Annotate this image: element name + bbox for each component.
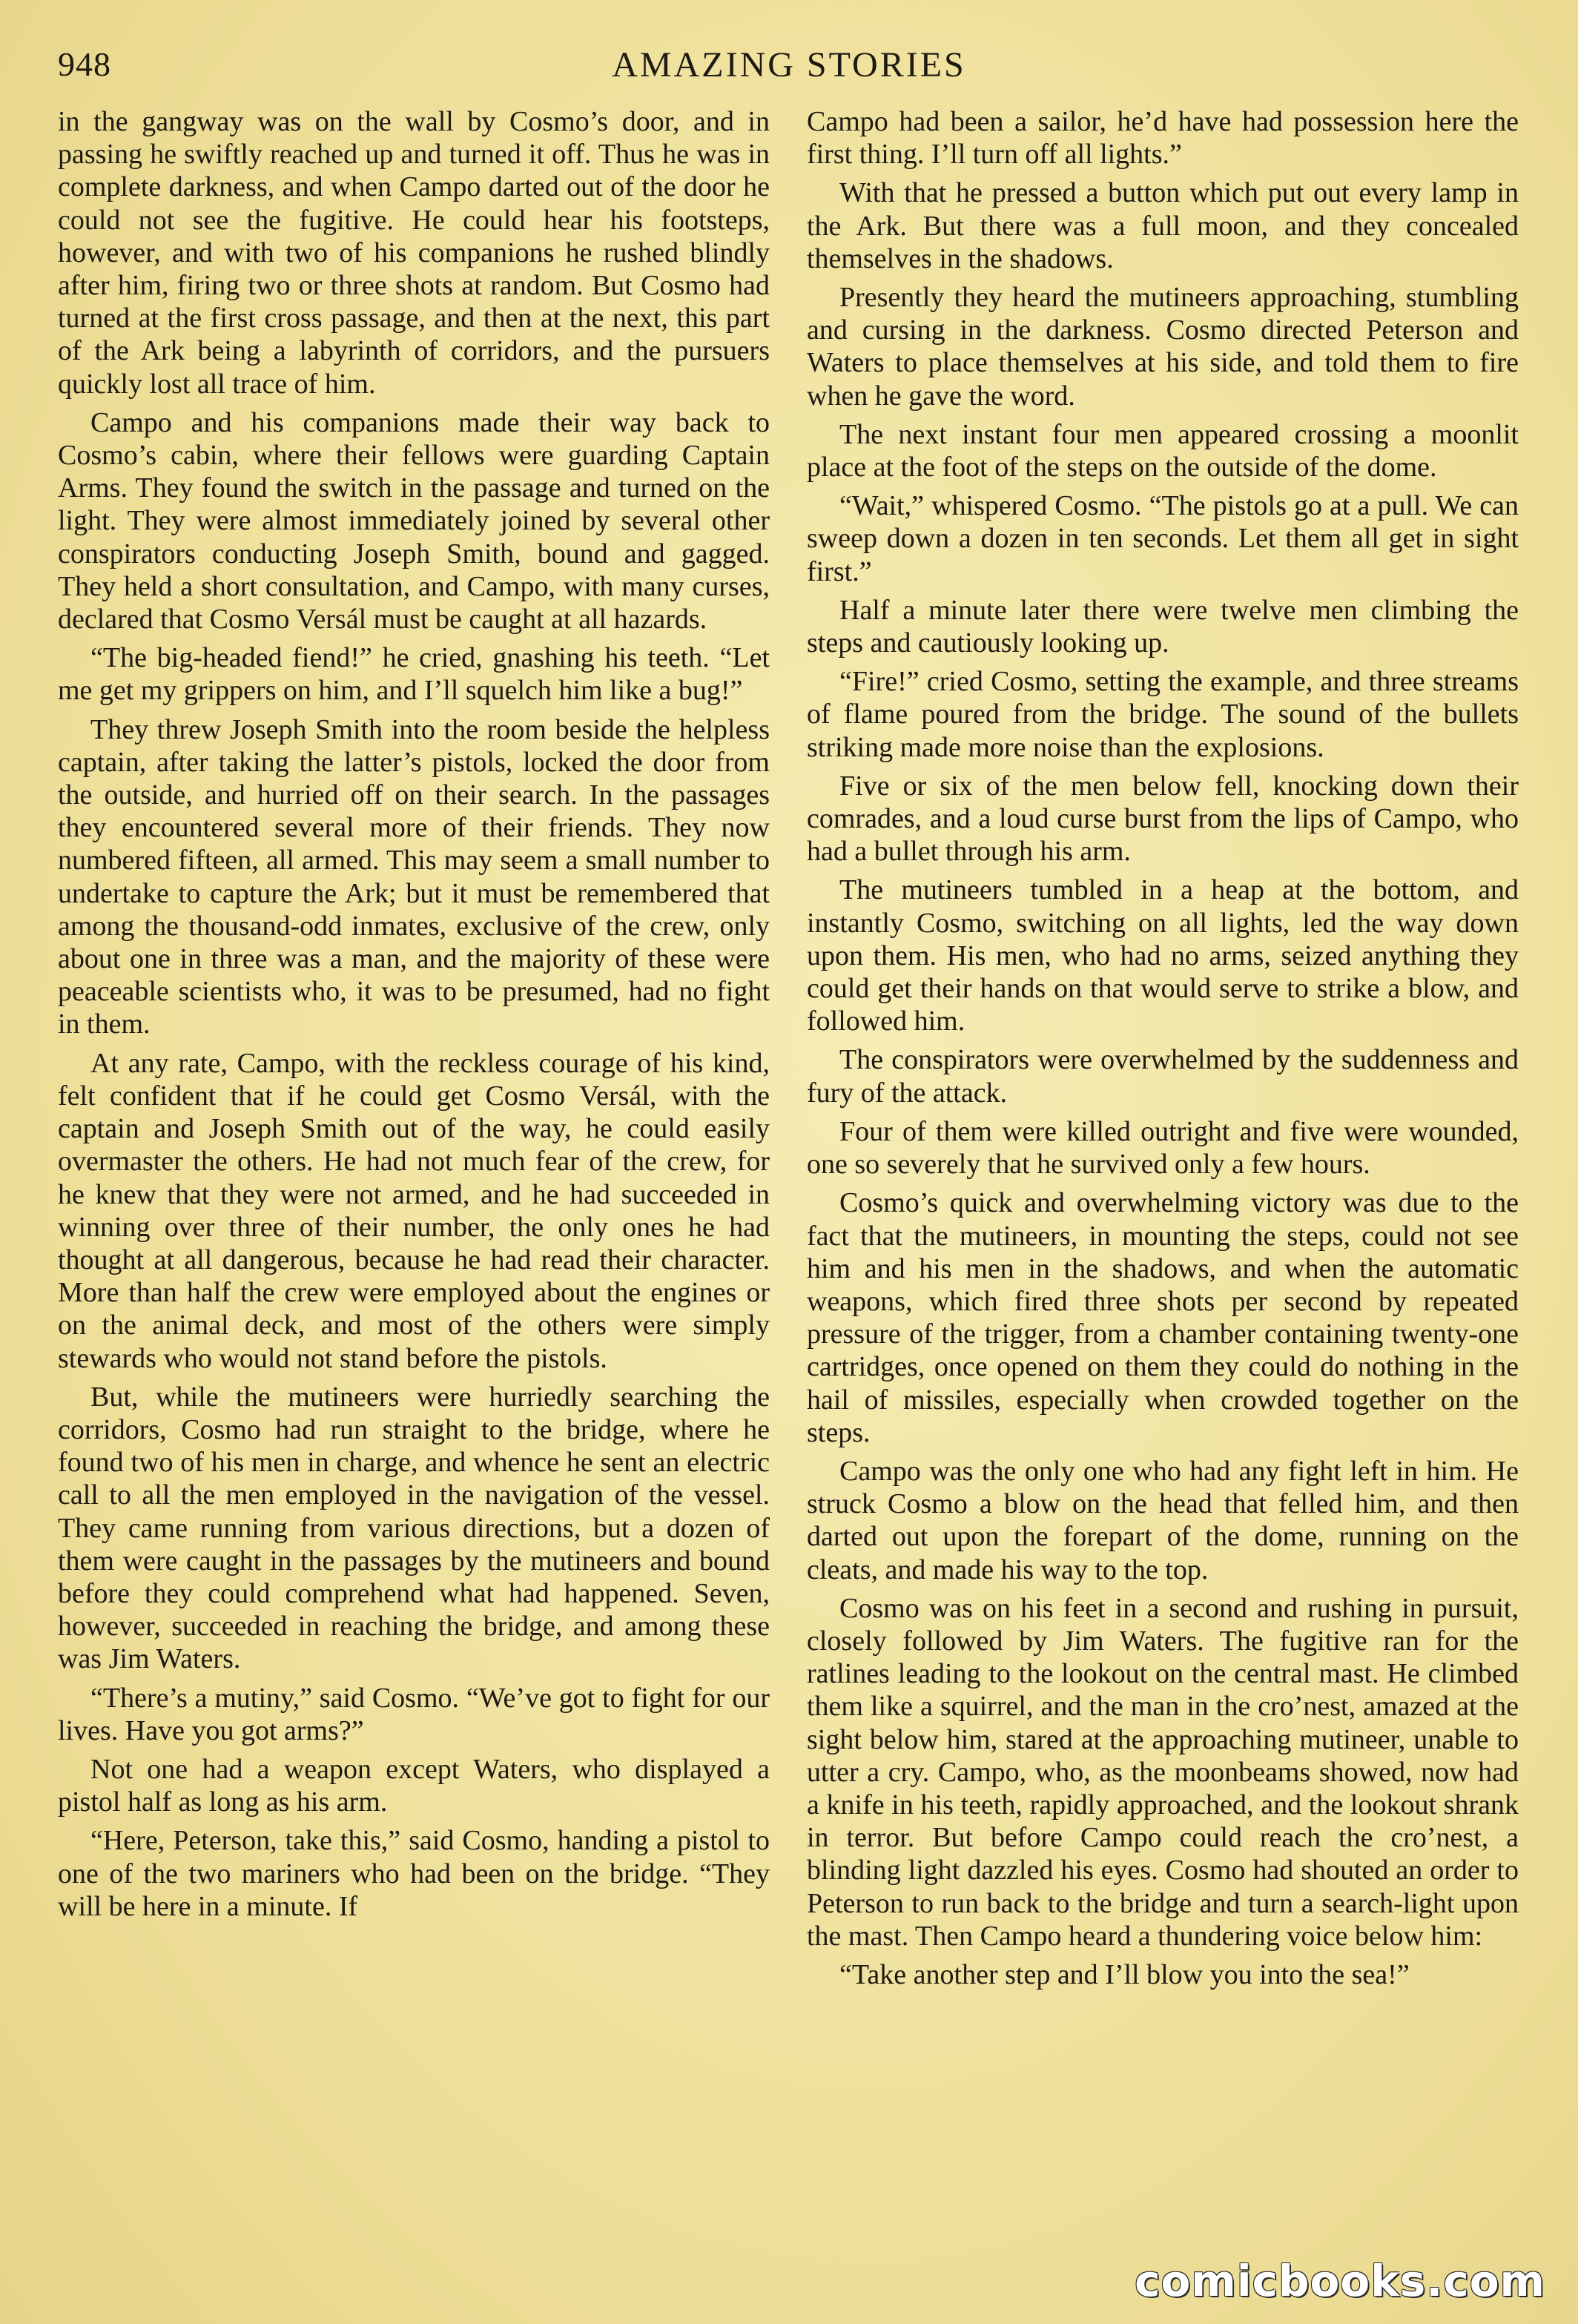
paragraph: “The big-headed fiend!” he cried, gnashing his teeth. “Let me get my grippers on him, and I’ll squelch him like a bug!” <box>58 642 770 707</box>
paragraph: “There’s a mutiny,” said Cosmo. “We’ve got to fight for our lives. Have you got arms?” <box>58 1682 770 1746</box>
paragraph: But, while the mutineers were hurriedly searching the corridors, Cosmo had run straight to the bridge, where he found two of his men in charge, and whence he sent an electric call to all the men employed in the navigation of the vessel. They came running from various directions, but a dozen of them were caught in the passages by the mutineers and bound before they could comprehend what had happened. Seven, however, succeeded in reaching the bridge, and among these was Jim Waters. <box>58 1381 770 1675</box>
paragraph: The conspirators were overwhelmed by the suddenness and fury of the attack. <box>807 1044 1519 1109</box>
paragraph: “Wait,” whispered Cosmo. “The pistols go at a pull. We can sweep down a dozen in ten seconds. Let them all get in sight first.” <box>807 490 1519 587</box>
paragraph: They threw Joseph Smith into the room beside the helpless captain, after taking the latter’s pistols, locked the door from the outside, and hurried off on their search. In the passages they encountered several more of their friends. They now numbered fifteen, all armed. This may seem a small number to undertake to capture the Ark; but it must be remembered that among the thousand-odd inmates, exclusive of the crew, only about one in three was a man, and the majority of these were peaceable scientists who, it was to be presumed, had no fight in them. <box>58 713 770 1040</box>
right-column <box>807 105 1519 1997</box>
paragraph: Four of them were killed outright and five were wounded, one so severely that he survived only a few hours. <box>807 1115 1519 1181</box>
paragraph: Campo was the only one who had any fight left in him. He struck Cosmo a blow on the head that felled him, and then darted out upon the forepart of the dome, running on the cleats, and made his way to the top. <box>807 1455 1519 1585</box>
paragraph: in the gangway was on the wall by Cosmo’s door, and in passing he swiftly reached up and turned it off. Thus he was in complete darkness, and when Campo darted out of the door he could not see the fugitive. He could hear his footsteps, however, and with two of his companions he rushed blindly after him, firing two or three shots at random. But Cosmo had turned at the first cross passage, and then at the next, this part of the Ark being a labyrinth of corridors, and the pursuers quickly lost all trace of him. <box>58 106 770 400</box>
paragraph: Campo had been a sailor, he’d have had possession here the first thing. I’ll turn off all lights.” <box>807 106 1519 171</box>
paragraph: Presently they heard the mutineers approaching, stumbling and cursing in the darkness. Cosmo directed Peterson and Waters to place themselves at his side, and told them to fire when he gave the word. <box>807 282 1519 412</box>
paragraph: The next instant four men appeared crossing a moonlit place at the foot of the steps on the outside of the dome. <box>807 418 1519 483</box>
paragraph: “Here, Peterson, take this,” said Cosmo, handing a pistol to one of the two mariners who had been on the bridge. “They will be here in a minute. If <box>58 1825 770 1922</box>
paragraph: At any rate, Campo, with the reckless courage of his kind, felt confident that if he could get Cosmo Versál, with the captain and Joseph Smith out of the way, he could easily overmaster the others. He had not much fear of the crew, for he knew that they were not armed, and he had succeeded in winning over three of their number, the only ones he had thought at all dangerous, because he had read their character. More than half the crew were employed about the engines or on the animal deck, and most of the others were simply stewards who would not stand before the pistols. <box>58 1047 770 1374</box>
paragraph: With that he pressed a button which put out every lamp in the Ark. But there was a full moon, and they concealed themselves in the shadows. <box>807 177 1519 274</box>
paragraph: The mutineers tumbled in a heap at the bottom, and instantly Cosmo, switching on all lights, led the way down upon them. His men, who had no arms, seized anything they could get their hands on that would serve to strike a blow, and followed him. <box>807 874 1519 1037</box>
paragraph: Not one had a weapon except Waters, who displayed a pistol half as long as his arm. <box>58 1753 770 1818</box>
paragraph: Half a minute later there were twelve men climbing the steps and cautiously looking up. <box>807 594 1519 659</box>
page-number: 948 <box>58 45 111 83</box>
paragraph: Five or six of the men below fell, knocking down their comrades, and a loud curse burst from the lips of Campo, who had a bullet through his arm. <box>807 770 1519 868</box>
paragraph: “Fire!” cried Cosmo, setting the example, and three streams of flame poured from the bridge. The sound of the bullets striking made more noise than the explosions. <box>807 666 1519 763</box>
left-column <box>58 105 770 1929</box>
paragraph: Cosmo’s quick and overwhelming victory was due to the fact that the mutineers, in mounting the steps, could not see him and his men in the shadows, and when the automatic weapons, which fired three shots per second by repeated pressure of the trigger, from a chamber containing twenty-one cartridges, once opened on them they could do nothing in the hail of missiles, especially when crowded together on the steps. <box>807 1187 1519 1448</box>
paragraph: Campo and his companions made their way back to Cosmo’s cabin, where their fellows were guarding Captain Arms. They found the switch in the passage and turned on the light. They were almost immediately joined by several other conspirators conducting Joseph Smith, bound and gagged. They held a short consultation, and Campo, with many curses, declared that Cosmo Versál must be caught at all hazards. <box>58 406 770 636</box>
watermark: comicbooks.com <box>1135 2256 1545 2306</box>
paragraph: Cosmo was on his feet in a second and rushing in pursuit, closely followed by Jim Waters. The fugitive ran for the ratlines leading to the lookout on the central mast. He climbed them like a squirrel, and the man in the cro’nest, amazed at the sight below him, stared at the approaching mutineer, unable to utter a cry. Campo, who, as the moonbeams showed, now had a knife in his teeth, rapidly approached, and the lookout shrank in terror. But before Campo could reach the cro’nest, a blinding light dazzled his eyes. Cosmo had shouted an order to Peterson to run back to the bridge and turn a search-light upon the mast. Then Campo heard a thundering voice below him: <box>807 1592 1519 1952</box>
paragraph: “Take another step and I’ll blow you into the sea!” <box>839 1958 1410 1990</box>
magazine-title: AMAZING STORIES <box>612 45 966 85</box>
